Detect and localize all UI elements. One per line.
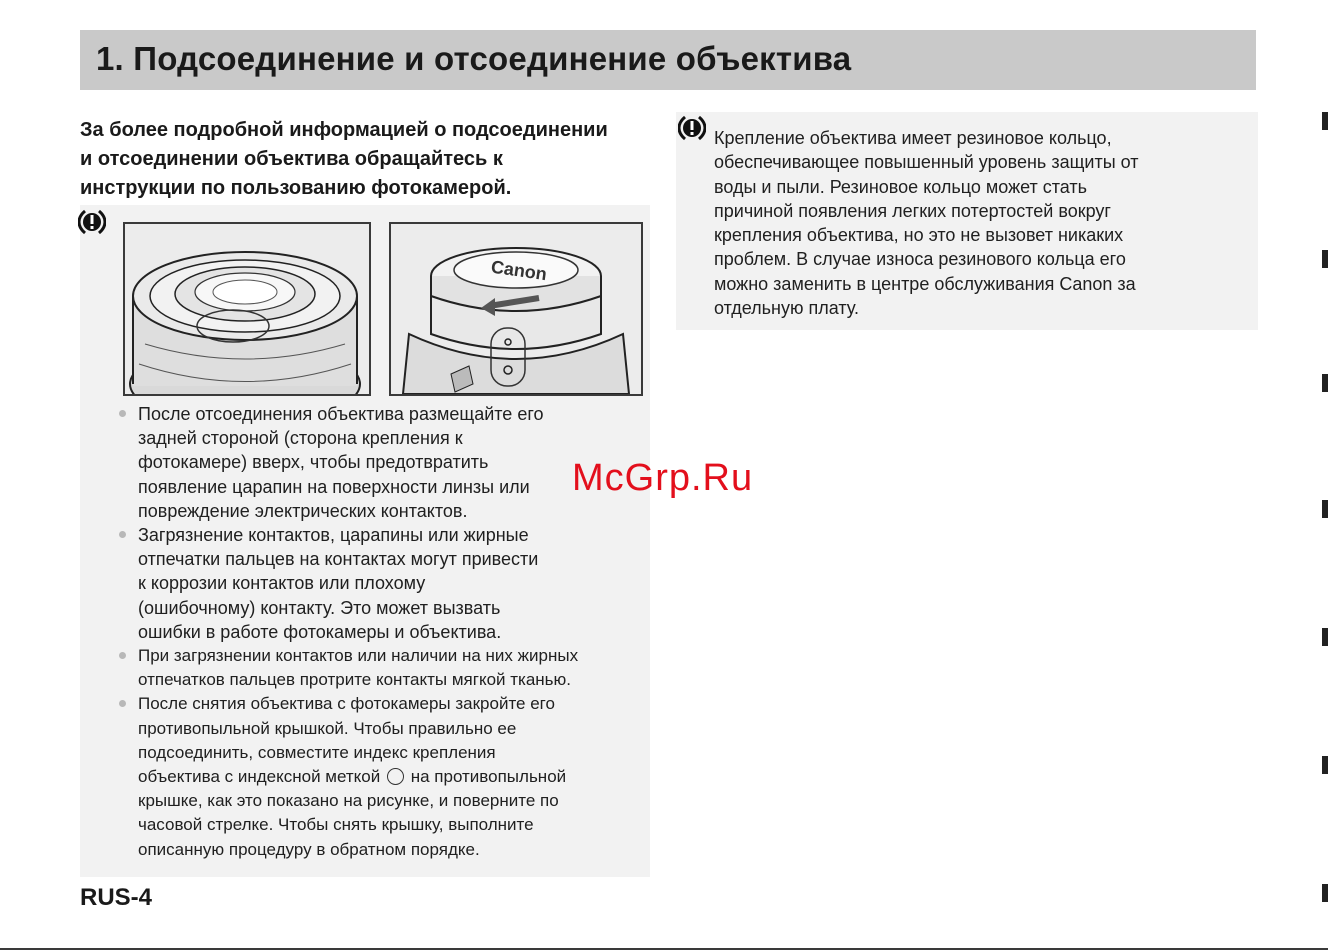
edge-mark [1322, 884, 1328, 902]
bullet-line: появление царапин на поверхности линзы или [138, 476, 530, 497]
bullet-dot [119, 700, 126, 707]
cap-brand-label: Canon [489, 256, 549, 285]
caution-icon [678, 114, 706, 142]
bullet-dot [119, 531, 126, 538]
bullet-line: отпечатки пальцев на контактах могут привести [138, 549, 539, 570]
bullet-line: часовой стрелке. Чтобы снять крышку, выполните [138, 815, 534, 835]
note-line: Крепление объектива имеет резиновое кольцо, [714, 128, 1112, 148]
caution-icon [78, 208, 106, 236]
lens-mount-illustration [123, 222, 371, 396]
note-line: можно заменить в центре обслуживания Canon за [714, 273, 1136, 294]
edge-mark [1322, 250, 1328, 268]
bullet-line: противопыльной крышкой. Чтобы правильно ее [138, 718, 517, 738]
left-bullet-list [116, 402, 646, 862]
note-line: причиной появления легких потертостей вокруг [714, 200, 1111, 221]
bullet-line: задней стороной (сторона крепления к [138, 428, 463, 449]
intro-line: За более подробной информацией о подсоединении [80, 119, 608, 141]
edge-mark [1322, 500, 1328, 518]
note-line: воды и пыли. Резиновое кольцо может стать [714, 176, 1088, 197]
bullet-line: отпечатков пальцев протрите контакты мягкой тканью. [138, 670, 572, 690]
lens-rear-drawing [125, 224, 369, 394]
edge-mark [1322, 112, 1328, 130]
bullet-line [138, 765, 646, 789]
bullet-line: подсоединить, совместите индекс крепления [138, 742, 496, 762]
bullet-line: фотокамере) вверх, чтобы предотвратить [138, 452, 489, 473]
list-item [116, 523, 646, 644]
page-number: RUS-4 [80, 884, 153, 911]
title-bar [80, 30, 1256, 90]
intro-line: инструкции по пользованию фотокамерой. [80, 177, 512, 199]
watermark: McGrp.Ru [572, 457, 754, 499]
circle-index-mark-icon [387, 768, 404, 785]
bullet-line: повреждение электрических контактов. [138, 500, 468, 521]
bullet-text-fragment: объектива с индексной меткой [138, 767, 381, 787]
bullet-line: (ошибочному) контакту. Это может вызвать [138, 597, 501, 618]
bullet-line: При загрязнении контактов или наличии на них жирных [138, 646, 579, 666]
page-title: 1. Подсоединение и отсоединение объектива [96, 40, 852, 77]
note-line: отдельную плату. [714, 298, 860, 319]
bullet-line: ошибки в работе фотокамеры и объектива. [138, 621, 502, 642]
bullet-line: Загрязнение контактов, царапины или жирные [138, 525, 529, 546]
note-line: проблем. В случае износа резинового кольца его [714, 249, 1126, 270]
bullet-dot [119, 652, 126, 659]
edge-mark [1322, 628, 1328, 646]
bullet-line: к коррозии контактов или плохому [138, 573, 426, 594]
dust-cap-illustration [389, 222, 643, 396]
list-item [116, 644, 646, 692]
bottom-edge-line [0, 948, 1328, 950]
bullet-dot [119, 410, 126, 417]
bullet-text-fragment: на противопыльной [410, 767, 567, 787]
note-line: крепления объектива, но это не вызовет никаких [714, 225, 1124, 246]
intro-line: и отсоединении объектива обращайтесь к [80, 148, 503, 170]
scan-edge-marks [1320, 0, 1328, 952]
edge-mark [1322, 756, 1328, 774]
list-item [116, 402, 646, 523]
dust-cap-drawing [391, 224, 641, 394]
note-line: обеспечивающее повышенный уровень защиты от [714, 152, 1139, 173]
list-item [116, 692, 646, 861]
bullet-line: описанную процедуру в обратном порядке. [138, 839, 480, 859]
bullet-line: После отсоединения объектива размещайте его [138, 404, 544, 424]
intro-text [80, 116, 660, 203]
rubber-ring-note [714, 126, 1254, 320]
bullet-line: крышке, как это показано на рисунке, и поверните по [138, 791, 559, 811]
edge-mark [1322, 374, 1328, 392]
bullet-line: После снятия объектива с фотокамеры закройте его [138, 694, 555, 714]
